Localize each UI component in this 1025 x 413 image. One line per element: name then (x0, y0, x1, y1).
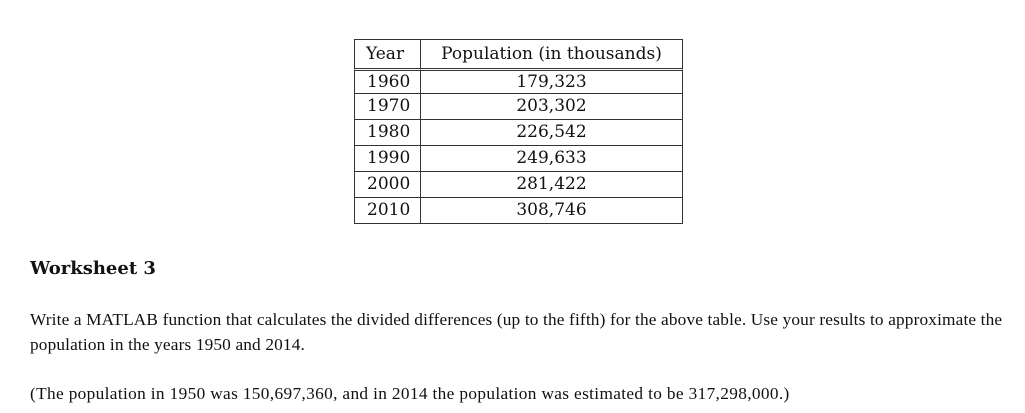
table-row (354, 172, 683, 198)
year-cell: 1990 (354, 146, 421, 172)
table-header-row (354, 39, 683, 68)
worksheet-instruction: Write a MATLAB function that calculates the divided differences (up to the fifth) for the above table. Use your results to approximate the population in the years 1950 and 2014. (30, 310, 1003, 354)
population-table (354, 39, 683, 224)
year-column-header: Year (354, 39, 421, 68)
year-cell: 2010 (354, 198, 421, 224)
table-body (354, 68, 683, 224)
worksheet-note: (The population in 1950 was 150,697,360, and in 2014 the population was estimated to be 317,298,000.) (30, 384, 790, 403)
table-row (354, 68, 683, 94)
table-row (354, 94, 683, 120)
year-cell: 2000 (354, 172, 421, 198)
population-cell: 308,746 (421, 198, 683, 224)
year-cell: 1970 (354, 94, 421, 120)
population-cell: 226,542 (421, 120, 683, 146)
year-cell: 1960 (354, 68, 421, 94)
population-cell: 281,422 (421, 172, 683, 198)
table-row (354, 146, 683, 172)
table-header (354, 39, 683, 68)
table-row (354, 198, 683, 224)
population-cell: 249,633 (421, 146, 683, 172)
population-cell: 203,302 (421, 94, 683, 120)
year-cell: 1980 (354, 120, 421, 146)
population-column-header: Population (in thousands) (421, 39, 683, 68)
worksheet-heading: Worksheet 3 (30, 258, 156, 279)
table-row (354, 120, 683, 146)
population-cell: 179,323 (421, 68, 683, 94)
